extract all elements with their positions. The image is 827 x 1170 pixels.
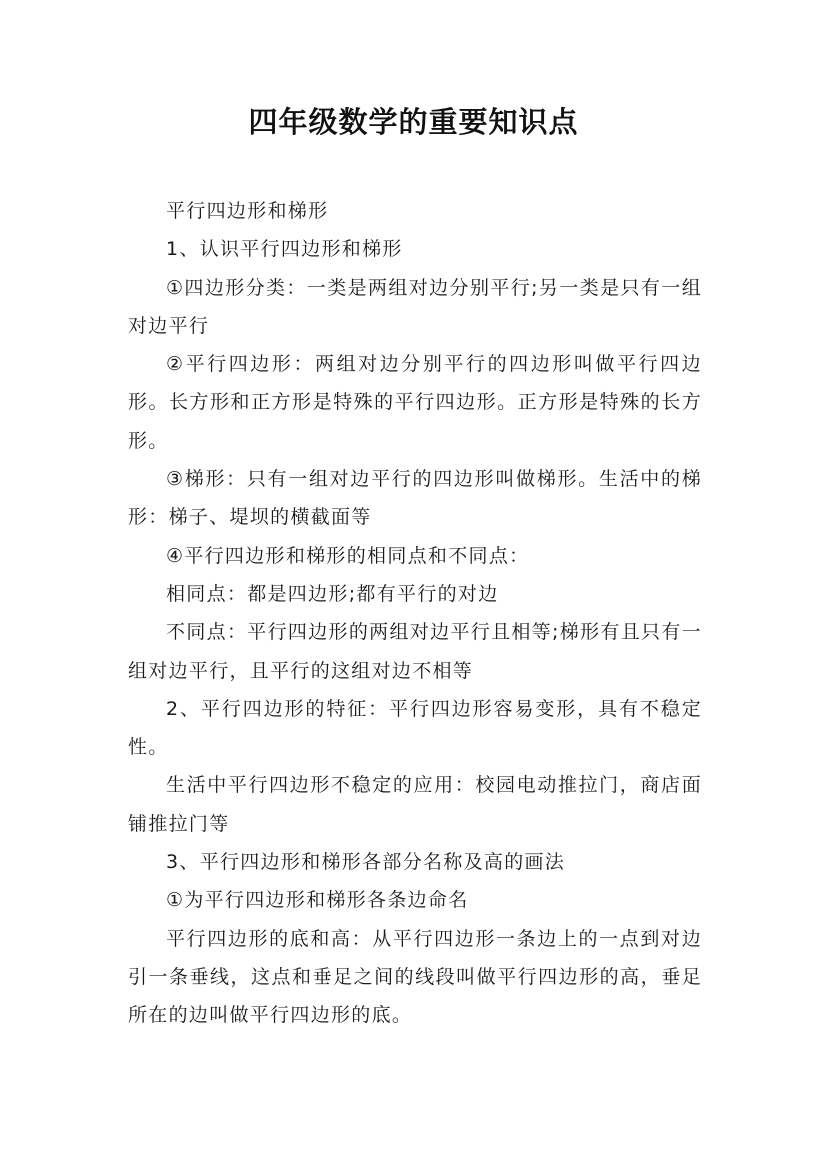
paragraph: 生活中平行四边形不稳定的应用：校园电动推拉门，商店面铺推拉门等 [128, 774, 702, 835]
section-heading: 平行四边形和梯形 [166, 200, 329, 222]
paragraph: ③梯形：只有一组对边平行的四边形叫做梯形。生活中的梯形：梯子、堤坝的横截面等 [128, 468, 702, 529]
subsection-heading: 2、平行四边形的特征：平行四边形容易变形，具有不稳定性。 [128, 697, 702, 759]
subsection-heading: 1、认识平行四边形和梯形 [166, 238, 403, 261]
paragraph: ②平行四边形：两组对边分别平行的四边形叫做平行四边形。长方形和正方形是特殊的平行四边形。正方形是特殊的长方形。 [128, 353, 702, 452]
paragraph: 相同点：都是四边形;都有平行的对边 [166, 582, 499, 605]
paragraph: 不同点：平行四边形的两组对边平行且相等;梯形有且只有一组对边平行，且平行的这组对边不相等 [128, 621, 702, 682]
paragraph: ①为平行四边形和梯形各条边命名 [166, 889, 469, 912]
document-title: 四年级数学的重要知识点 [248, 105, 579, 139]
paragraph: ①四边形分类：一类是两组对边分别平行;另一类是只有一组对边平行 [128, 276, 702, 337]
paragraph: 平行四边形的底和高：从平行四边形一条边上的一点到对边引一条垂线，这点和垂足之间的线段叫做平行四边形的高，垂足所在的边叫做平行四边形的底。 [128, 927, 702, 1027]
subsection-heading: 3、平行四边形和梯形各部分名称及高的画法 [166, 851, 566, 874]
paragraph: ④平行四边形和梯形的相同点和不同点： [166, 544, 530, 567]
document-body [128, 192, 702, 1035]
